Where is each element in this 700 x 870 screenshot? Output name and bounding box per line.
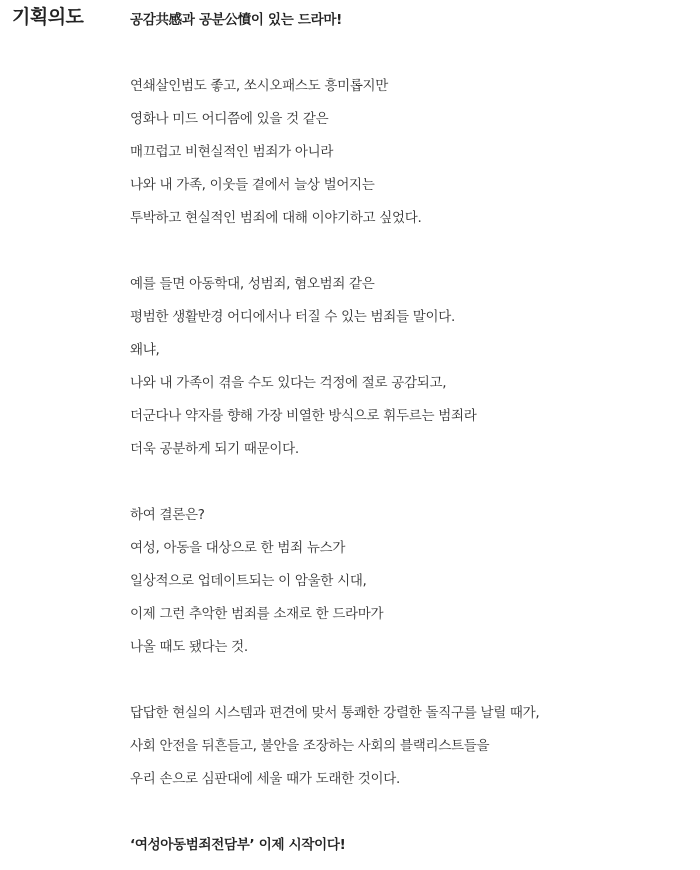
paragraph-line: 이제 그런 추악한 범죄를 소재로 한 드라마가 <box>130 606 384 622</box>
paragraph-line: 평범한 생활반경 어디에서나 터질 수 있는 범죄들 말이다. <box>130 309 455 325</box>
section-heading: 기획의도 <box>12 6 84 28</box>
paragraph-line: 더욱 공분하게 되기 때문이다. <box>130 441 299 457</box>
paragraph-line: 우리 손으로 심판대에 세울 때가 도래한 것이다. <box>130 771 401 787</box>
paragraph-gap <box>130 796 690 829</box>
paragraph-line: 하여 결론은? <box>130 507 205 523</box>
paragraph-line: 매끄럽고 비현실적인 범죄가 아니라 <box>130 144 334 160</box>
paragraph-gap <box>130 664 690 697</box>
paragraph-line: 나올 때도 됐다는 것. <box>130 639 248 655</box>
paragraph-line: 답답한 현실의 시스템과 편견에 맞서 통쾌한 강렬한 돌직구를 날릴 때가, <box>130 705 540 721</box>
paragraph-1 <box>130 70 690 235</box>
paragraph-gap <box>130 466 690 499</box>
paragraph-line: 여성, 아동을 대상으로 한 범죄 뉴스가 <box>130 540 346 556</box>
paragraph-line: 사회 안전을 뒤흔들고, 불안을 조장하는 사회의 블랙리스트들을 <box>130 738 490 754</box>
headline: 공감共感과 공분公憤이 있는 드라마! <box>130 12 343 28</box>
paragraph-line: 투박하고 현실적인 범죄에 대해 이야기하고 싶었다. <box>130 210 422 226</box>
paragraph-line: 왜냐, <box>130 342 160 358</box>
paragraph-3 <box>130 499 690 664</box>
closing-statement: ‘여성아동범죄전담부’ 이제 시작이다! <box>130 837 346 853</box>
paragraph-line: 연쇄살인범도 좋고, 쏘시오패스도 흥미롭지만 <box>130 78 389 94</box>
paragraph-4 <box>130 697 690 796</box>
planning-intent-body <box>130 4 690 862</box>
paragraph-line: 더군다나 약자를 향해 가장 비열한 방식으로 휘두르는 범죄라 <box>130 408 477 424</box>
paragraph-line: 예를 들면 아동학대, 성범죄, 혐오범죄 같은 <box>130 276 375 292</box>
paragraph-2 <box>130 268 690 466</box>
paragraph-gap <box>130 37 690 70</box>
paragraph-line: 나와 내 가족이 겪을 수도 있다는 걱정에 절로 공감되고, <box>130 375 447 391</box>
paragraph-line: 나와 내 가족, 이웃들 곁에서 늘상 벌어지는 <box>130 177 375 193</box>
paragraph-line: 영화나 미드 어디쯤에 있을 것 같은 <box>130 111 329 127</box>
paragraph-gap <box>130 235 690 268</box>
paragraph-line: 일상적으로 업데이트되는 이 암울한 시대, <box>130 573 367 589</box>
